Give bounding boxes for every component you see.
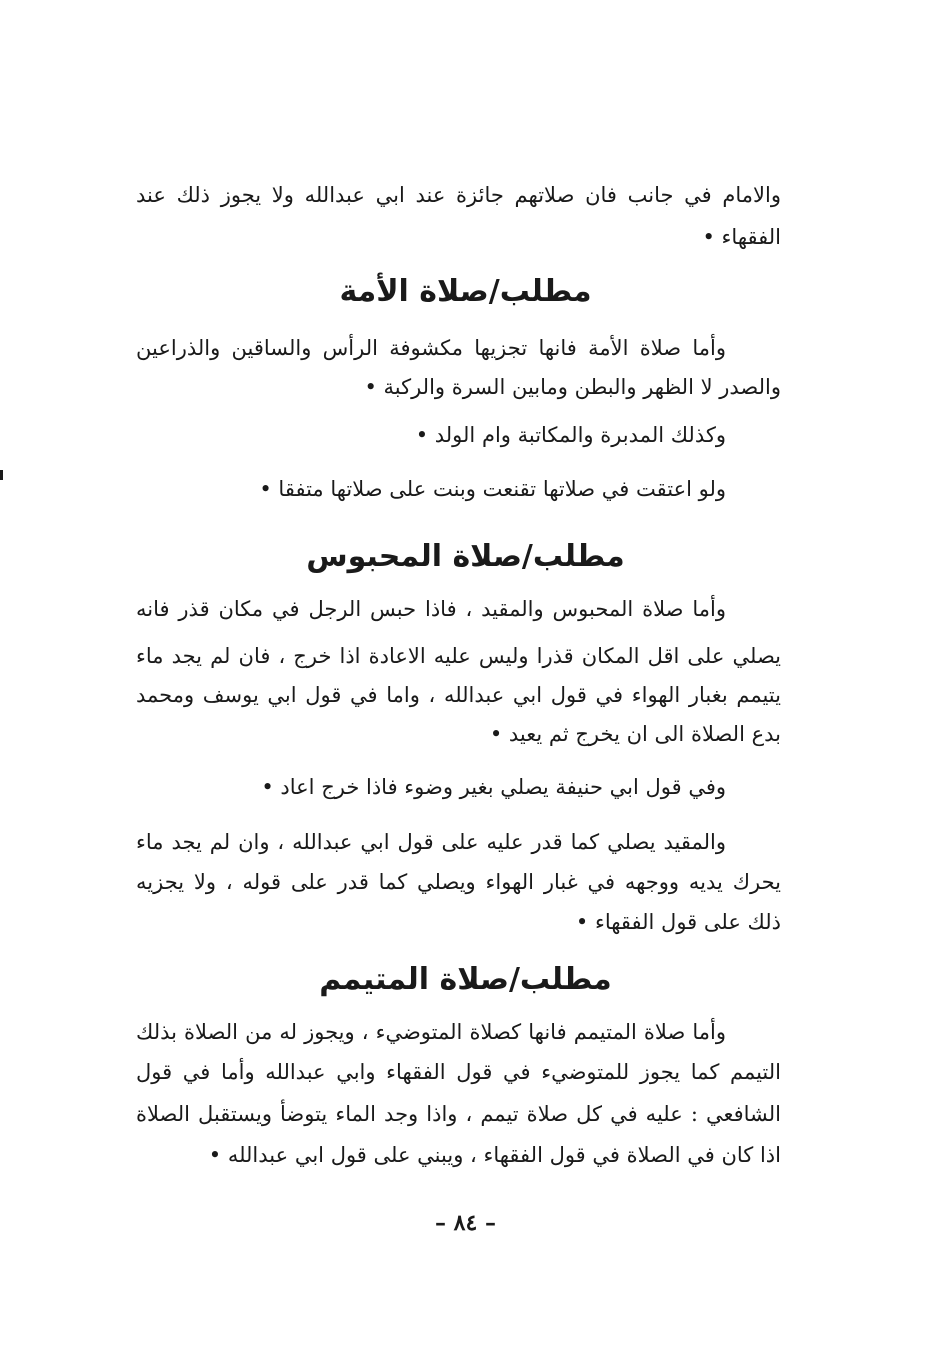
text-line: يحرك يديه ووجهه في غبار الهواء ويصلي كما قدر على قوله ، ولا يجزيه [136,870,781,894]
text-line: يتيمم بغبار الهواء في قول ابي عبدالله ، واما في قول ابي يوسف ومحمد [136,683,781,707]
margin-mark [0,470,3,480]
section-heading-mahbus: مطلب/صلاة المحبوس [306,539,625,574]
text-line: وكذلك المدبرة والمكاتبة وام الولد • [415,423,726,447]
page-number: – ٨٤ – [435,1210,496,1236]
text-line: يصلي على اقل المكان قذرا وليس عليه الاعادة اذا خرج ، فان لم يجد ماء [136,644,781,668]
text-line: التيمم كما يجوز للمتوضيء في قول الفقهاء وابي عبدالله وأما في قول [136,1060,781,1084]
text-line: وأما صلاة الأمة فانها تجزيها مكشوفة الرأس والساقين والذراعين [136,336,726,360]
text-line: والصدر لا الظهر والبطن ومابين السرة والركبة • [364,375,781,399]
text-line: الشافعي : عليه في كل صلاة تيمم ، واذا وجد الماء يتوضأ ويستقبل الصلاة [136,1102,781,1126]
text-line: ولو اعتقت في صلاتها تقنعت وبنت على صلاتها متفقا • [259,477,726,501]
text-line: والامام في جانب فان صلاتهم جائزة عند ابي عبدالله ولا يجوز ذلك عند [136,183,781,207]
section-heading-amah: مطلب/صلاة الأمة [339,274,592,309]
text-line: ذلك على قول الفقهاء • [575,910,781,934]
text-line: والمقيد يصلي كما قدر عليه على قول ابي عبدالله ، وان لم يجد ماء [136,830,726,854]
text-line: وأما صلاة المحبوس والمقيد ، فاذا حبس الرجل في مكان قذر فانه [136,597,726,621]
text-line: بدع الصلاة الى ان يخرج ثم يعيد • [489,722,781,746]
text-line: اذا كان في الصلاة في قول الفقهاء ، ويبني على قول ابي عبدالله • [208,1143,781,1167]
text-line: الفقهاء • [702,225,781,249]
text-line: وأما صلاة المتيمم فانها كصلاة المتوضيء ، ويجوز له من الصلاة بذلك [136,1020,726,1044]
section-heading-mutayammim: مطلب/صلاة المتيمم [319,962,612,997]
text-line: وفي قول ابي حنيفة يصلي بغير وضوء فاذا خرج اعاد • [261,775,726,799]
